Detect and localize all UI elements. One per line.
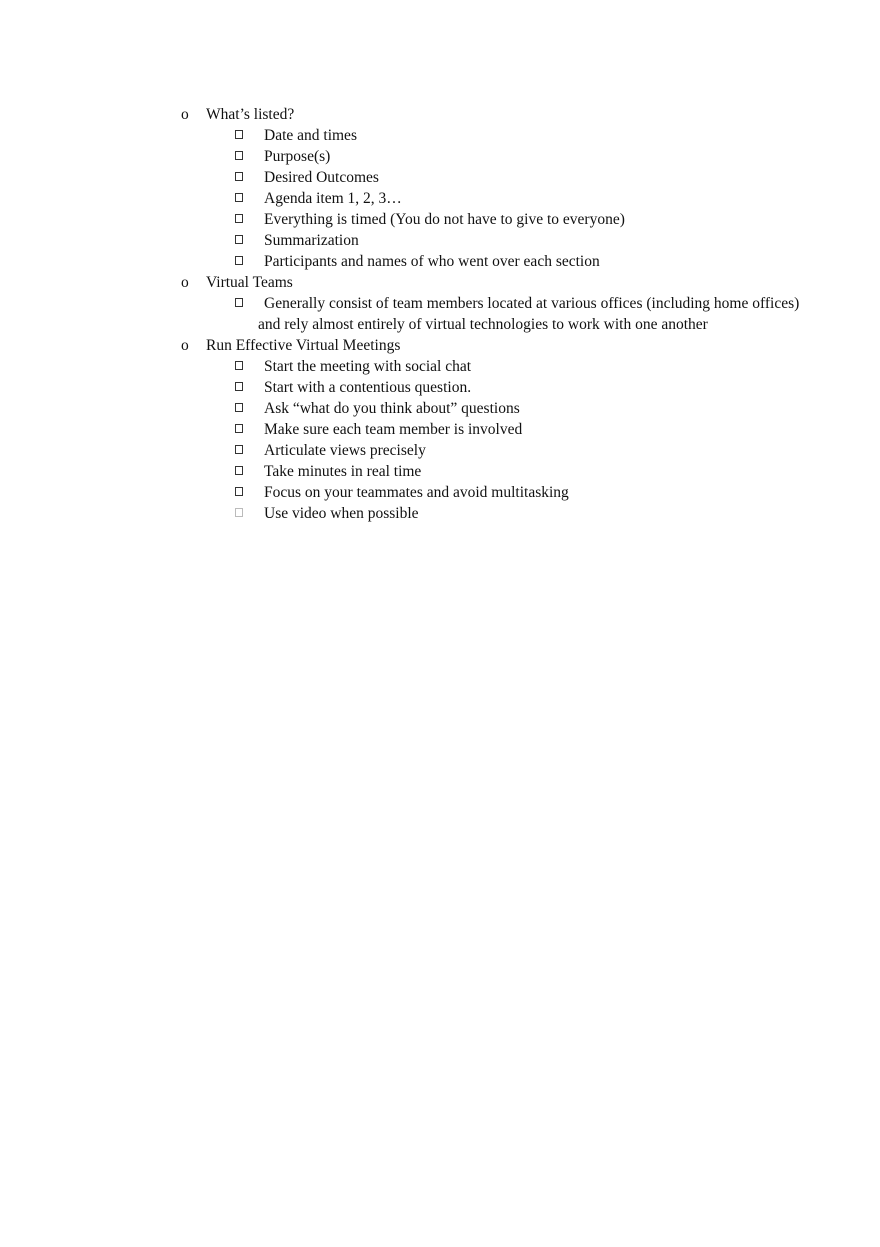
list-item: Generally consist of team members located at various offices (including home offices) and rely almost entirely of virtual technologies to work with one another [180, 293, 800, 335]
square-bullet-icon [235, 235, 243, 244]
outline-item-run-effective-virtual-meetings [180, 335, 800, 356]
square-bullet-icon [235, 172, 243, 181]
square-bullet-icon [235, 508, 243, 517]
square-bullet-icon [235, 466, 243, 475]
list-item: Use video when possible [180, 503, 800, 524]
square-bullet-icon [235, 487, 243, 496]
circle-bullet-icon: o [181, 337, 189, 354]
list-item: Purpose(s) [180, 146, 800, 167]
list-item: Desired Outcomes [180, 167, 800, 188]
square-bullet-icon [235, 424, 243, 433]
outline-list [180, 104, 800, 524]
list-item: Articulate views precisely [180, 440, 800, 461]
square-bullet-icon [235, 130, 243, 139]
outline-item-virtual-teams [180, 272, 800, 293]
list-item: Ask “what do you think about” questions [180, 398, 800, 419]
list-item: Focus on your teammates and avoid multitasking [180, 482, 800, 503]
list-item: Date and times [180, 125, 800, 146]
list-item: Start the meeting with social chat [180, 356, 800, 377]
sublist-virtual-teams [180, 293, 800, 335]
square-bullet-icon [235, 193, 243, 202]
list-item: Summarization [180, 230, 800, 251]
list-item: Make sure each team member is involved [180, 419, 800, 440]
sublist-run-effective-virtual-meetings [180, 356, 800, 524]
outline-heading: What’s listed? [206, 106, 295, 123]
square-bullet-icon [235, 403, 243, 412]
outline-item-whats-listed [180, 104, 800, 125]
square-bullet-icon [235, 445, 243, 454]
list-item: Start with a contentious question. [180, 377, 800, 398]
sublist-whats-listed [180, 125, 800, 272]
square-bullet-icon [235, 151, 243, 160]
circle-bullet-icon: o [181, 274, 189, 291]
outline-heading: Virtual Teams [206, 274, 293, 291]
square-bullet-icon [235, 214, 243, 223]
outline-heading: Run Effective Virtual Meetings [206, 337, 401, 354]
list-item: Take minutes in real time [180, 461, 800, 482]
list-item: Everything is timed (You do not have to give to everyone) [180, 209, 800, 230]
square-bullet-icon [235, 361, 243, 370]
list-item: Agenda item 1, 2, 3… [180, 188, 800, 209]
square-bullet-icon [235, 382, 243, 391]
square-bullet-icon [235, 256, 243, 265]
square-bullet-icon [235, 298, 243, 307]
circle-bullet-icon: o [181, 106, 189, 123]
list-item: Participants and names of who went over each section [180, 251, 800, 272]
